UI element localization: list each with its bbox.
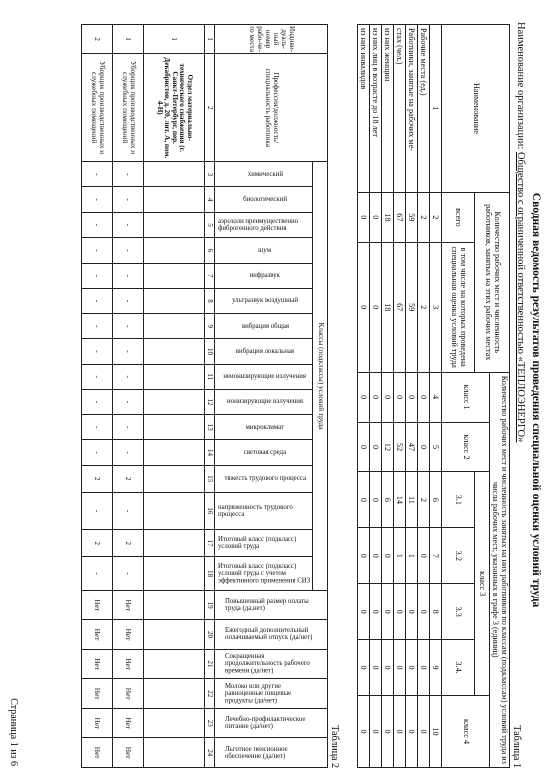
t1-row — [370, 25, 382, 768]
t2-factor-label: шум — [258, 246, 272, 254]
t2-factor-header — [215, 212, 313, 238]
t2-factor-label: инфразвук — [249, 272, 281, 280]
t2-cell: 2 — [82, 465, 113, 492]
t1-row-name: стах (чел.) — [394, 25, 406, 193]
t2-cell: Нет — [82, 620, 113, 649]
t2-cell: - — [113, 162, 144, 187]
t2-factor-header — [215, 238, 313, 263]
t2-factor-header — [215, 557, 313, 591]
t2-cell — [144, 440, 205, 465]
t1-cell: 18 — [382, 192, 394, 242]
t1-header-class2: класс 2 — [442, 422, 490, 472]
summary-table — [357, 24, 510, 768]
t2-cell — [144, 465, 205, 492]
t2-factor-header — [215, 263, 313, 288]
t2-factor-header — [215, 339, 313, 364]
t1-row-name: из них инвалидов — [358, 25, 370, 193]
t2-colnum: 20 — [205, 620, 215, 649]
t1-header-c31: 3.1 — [442, 472, 475, 528]
t1-cell: 0 — [406, 640, 418, 696]
t1-cell: 0 — [382, 528, 394, 584]
t1-colnum: 4 — [430, 372, 442, 422]
t1-cell: 0 — [358, 640, 370, 696]
t2-cell: - — [82, 187, 113, 212]
t1-cell: 0 — [370, 372, 382, 422]
t1-cell: 67 — [394, 242, 406, 372]
t1-cell: 14 — [394, 472, 406, 528]
t2-colnum: 16 — [205, 492, 215, 529]
t2-colnum: 21 — [205, 649, 215, 679]
t2-factor-label: световая среда — [243, 448, 287, 456]
t1-colnum: 10 — [430, 696, 442, 768]
t2-cell — [144, 679, 205, 709]
t1-cell: 0 — [394, 696, 406, 768]
t2-cell — [144, 263, 205, 288]
t2-cell — [144, 364, 205, 389]
t1-header-name: Наименование — [442, 25, 510, 193]
t1-header-incl-sout: в том числе на которых проведена специальная оценка условий труда — [442, 242, 475, 372]
t2-cell: - — [82, 212, 113, 238]
t1-header-c32: 3.2 — [442, 528, 475, 584]
t2-cell: - — [113, 263, 144, 288]
t1-cell: 0 — [358, 696, 370, 768]
t1-row-name: из них лиц в возрасте до 18 лет — [370, 25, 382, 193]
t1-cell: 0 — [418, 584, 430, 640]
organization-name: Общество с ограниченной ответственностью «ТЕПЛОЭНЕРГО» — [515, 151, 526, 443]
t2-factor-label: Молоко или другие равноценные пищевые продукты (да/нет) — [225, 683, 292, 705]
t1-cell: 1 — [394, 528, 406, 584]
t2-cell — [144, 529, 205, 556]
t1-cell: 2 — [418, 242, 430, 372]
t2-cell: - — [113, 415, 144, 440]
t2-row-name: Уборщик производственных и служебных помещений — [113, 54, 144, 162]
t1-cell: 0 — [358, 372, 370, 422]
t2-row-name: Отдел материально-технического снабжения (г. Санкт-Петербург, пер. Декабристов, д. 20, лит. А, пом. 4-Н) — [144, 54, 205, 162]
t1-cell: 0 — [418, 422, 430, 472]
t2-colnum: 6 — [205, 238, 215, 263]
t2-colnum: 24 — [205, 738, 215, 768]
t2-cell: - — [113, 212, 144, 238]
t1-row-name: Работники, занятые на рабочих ме- — [406, 25, 418, 193]
t2-factor-header — [215, 187, 313, 212]
t2-cell — [144, 314, 205, 339]
t2-factor-header — [215, 679, 328, 709]
t2-colnum: 22 — [205, 679, 215, 709]
t2-cell: 2 — [82, 529, 113, 556]
t2-factor-label: тяжесть трудового процесса — [224, 475, 306, 483]
t1-cell: 0 — [370, 472, 382, 528]
t2-cell: - — [113, 364, 144, 389]
t2-factor-label: микроклимат — [245, 423, 285, 431]
t2-cell — [144, 620, 205, 649]
t1-column-numbers — [430, 25, 442, 768]
t1-cell: 47 — [406, 422, 418, 472]
t2-factor-label: Итоговый класс (подкласс) условий труда с учетом эффективного применения СИЗ — [218, 562, 311, 585]
t2-factor-header — [215, 620, 328, 649]
t1-cell: 0 — [394, 584, 406, 640]
t2-cell: - — [82, 389, 113, 414]
t2-factor-label: Лечебно-профилактическое питание (да/нет) — [225, 716, 306, 731]
t2-colnum: 19 — [205, 590, 215, 619]
t2-colnum: 15 — [205, 465, 215, 492]
t1-colnum: 3 — [430, 242, 442, 372]
t1-cell: 59 — [406, 242, 418, 372]
t2-cell: - — [113, 440, 144, 465]
t2-cell: - — [82, 238, 113, 263]
t1-row — [406, 25, 418, 768]
t2-factor-header — [215, 590, 328, 619]
t2-column-numbers — [205, 25, 215, 768]
t2-factor-header — [215, 288, 313, 313]
t1-cell: 0 — [382, 372, 394, 422]
t2-factor-label: Повышенный размер оплаты труда (да,нет) — [225, 597, 310, 613]
t2-cell — [144, 415, 205, 440]
t1-cell: 0 — [358, 472, 370, 528]
t1-header-c34: 3.4. — [442, 640, 475, 696]
t2-header-profession: Профессия/должность/специальность работника — [215, 54, 328, 162]
t2-cell: - — [113, 339, 144, 364]
table2-label: Таблица 2 — [329, 725, 340, 768]
t2-cell: - — [113, 492, 144, 529]
t1-cell: 52 — [394, 422, 406, 472]
t2-cell: - — [82, 162, 113, 187]
t2-colnum: 23 — [205, 709, 215, 738]
t2-row-num: 1 — [113, 25, 144, 54]
t2-colnum: 4 — [205, 187, 215, 212]
t2-factor-label: химический — [247, 170, 283, 178]
t1-cell: 0 — [358, 192, 370, 242]
t1-colnum: 2 — [430, 192, 442, 242]
t1-header-c33: 3.3 — [442, 584, 475, 640]
page-number: Страница 1 из 6 — [8, 698, 19, 766]
t1-row — [358, 25, 370, 768]
t1-cell: 0 — [370, 422, 382, 472]
t2-cell: 2 — [113, 529, 144, 556]
t1-cell: 0 — [382, 696, 394, 768]
t1-header-class1: класс 1 — [442, 372, 490, 422]
t2-colnum: 2 — [205, 54, 215, 162]
t2-colnum: 10 — [205, 339, 215, 364]
t2-cell: - — [113, 187, 144, 212]
t2-factor-header — [215, 389, 313, 414]
t2-cell: - — [113, 389, 144, 414]
t1-header-classes-group: Количество рабочих мест и численность занятых на них работников по классам (подклассам) условий труда из числа рабочих мест, указанных в графе 3 (единиц) — [489, 372, 509, 767]
t1-colnum: 6 — [430, 472, 442, 528]
t1-header-count-group: Количество рабочих мест и численность работников, занятых на этих рабочих местах — [475, 192, 510, 372]
t1-cell: 0 — [418, 372, 430, 422]
t2-factor-label: вибрация локальная — [235, 347, 295, 355]
t1-cell: 1 — [406, 528, 418, 584]
t2-cell — [144, 590, 205, 619]
t1-cell: 2 — [418, 192, 430, 242]
t1-cell: 67 — [394, 192, 406, 242]
t1-cell: 0 — [382, 584, 394, 640]
t1-cell: 59 — [406, 192, 418, 242]
organization-line — [515, 22, 526, 442]
t1-cell: 0 — [370, 584, 382, 640]
t2-factor-label: напряженность трудового процесса — [218, 503, 293, 518]
t1-cell: 0 — [394, 640, 406, 696]
t2-row — [113, 25, 144, 768]
t2-factor-label: Ежегодный дополнительный оплачиваемый отпуск (да/нет) — [225, 627, 313, 642]
t2-factor-header — [215, 440, 313, 465]
t2-factor-label: ионизирующие излучения — [227, 398, 303, 406]
t2-cell: - — [113, 557, 144, 591]
t2-row-name: Уборщик производственных и служебных помещений — [82, 54, 113, 162]
t1-cell: 0 — [358, 528, 370, 584]
t1-cell: 11 — [406, 472, 418, 528]
t2-cell: - — [113, 238, 144, 263]
t1-cell: 0 — [418, 528, 430, 584]
t1-cell: 0 — [370, 242, 382, 372]
t2-colnum: 13 — [205, 415, 215, 440]
t1-cell: 2 — [418, 472, 430, 528]
t1-row — [394, 25, 406, 768]
t2-cell: Нет — [82, 649, 113, 679]
t2-cell: Нет — [82, 590, 113, 619]
t1-cell: 0 — [406, 696, 418, 768]
t2-cell — [144, 557, 205, 591]
t2-factor-label: биологический — [243, 196, 287, 204]
t2-factor-header — [215, 415, 313, 440]
t1-header-class3: класс 3 — [475, 472, 490, 696]
t1-colnum: 1 — [430, 25, 442, 193]
t2-factor-header — [215, 529, 313, 556]
t1-header-class4: класс 4 — [442, 696, 490, 768]
t2-row — [144, 25, 205, 768]
t2-cell: Нет — [113, 709, 144, 738]
t2-factor-header — [215, 492, 313, 529]
t2-factor-header — [215, 465, 313, 492]
t2-cell — [144, 187, 205, 212]
t2-factor-label: Льготное пенсионное обеспечение (да/нет) — [225, 745, 289, 760]
document-title: Сводная ведомость результатов проведения специальной оценки условий труда — [530, 192, 542, 608]
t1-colnum: 5 — [430, 422, 442, 472]
t2-colnum: 12 — [205, 389, 215, 414]
t2-cell: Нет — [82, 679, 113, 709]
t2-colnum: 5 — [205, 212, 215, 238]
t2-factor-label: аэрозоли преимущественно фиброгенного действия — [218, 217, 299, 233]
t2-header-num: Индиви-дуаль-ный номер рабо-че-го места — [215, 25, 328, 54]
t2-cell: Нет — [113, 679, 144, 709]
t2-factor-header — [215, 364, 313, 389]
t1-cell: 0 — [358, 422, 370, 472]
t2-cell: - — [113, 288, 144, 313]
t2-factor-header — [215, 649, 328, 679]
t2-cell — [144, 288, 205, 313]
t1-cell: 0 — [418, 696, 430, 768]
t2-factor-header — [215, 162, 313, 187]
t2-row-num: 1 — [144, 25, 205, 54]
t2-cell — [144, 649, 205, 679]
t2-colnum: 8 — [205, 288, 215, 313]
t2-cell — [144, 492, 205, 529]
t2-header-classes-group: Классы (подклассы) условий труда — [313, 162, 328, 591]
workplace-table — [81, 24, 328, 768]
t2-factor-header — [215, 738, 328, 768]
t2-cell: - — [113, 314, 144, 339]
t2-colnum: 9 — [205, 314, 215, 339]
t2-factor-label: неионизирующие излучения — [223, 373, 307, 381]
t2-colnum: 3 — [205, 162, 215, 187]
t2-colnum: 17 — [205, 529, 215, 556]
t2-factor-header — [215, 314, 313, 339]
t2-cell: - — [82, 492, 113, 529]
t2-cell — [144, 389, 205, 414]
t2-cell — [144, 738, 205, 768]
t1-cell: 12 — [382, 422, 394, 472]
t1-cell: 6 — [382, 472, 394, 528]
t2-cell — [144, 339, 205, 364]
t1-cell: 0 — [370, 528, 382, 584]
t2-row-num: 2 — [82, 25, 113, 54]
t1-row — [418, 25, 430, 768]
organization-label: Наименование организации: — [515, 22, 526, 150]
t2-cell: - — [82, 415, 113, 440]
t1-cell: 18 — [382, 242, 394, 372]
t2-row — [82, 25, 113, 768]
t1-cell: 0 — [370, 640, 382, 696]
t2-cell: 2 — [113, 465, 144, 492]
t2-cell: Нет — [113, 649, 144, 679]
t1-cell: 0 — [406, 584, 418, 640]
t2-cell: - — [82, 440, 113, 465]
t2-cell — [144, 709, 205, 738]
t2-cell: Нет — [82, 738, 113, 768]
t2-cell: - — [82, 288, 113, 313]
t1-row-name: из них женщин — [382, 25, 394, 193]
t2-factor-label: Итоговый класс (подкласс) условий труда — [218, 536, 297, 551]
t1-cell: 0 — [394, 372, 406, 422]
t2-cell: - — [82, 364, 113, 389]
t1-cell: 0 — [370, 192, 382, 242]
t1-colnum: 7 — [430, 528, 442, 584]
t1-row — [382, 25, 394, 768]
t2-colnum: 14 — [205, 440, 215, 465]
t1-row-name: Рабочие места (ед.) — [418, 25, 430, 193]
t1-cell: 0 — [382, 640, 394, 696]
t1-cell: 0 — [370, 696, 382, 768]
t2-colnum: 1 — [205, 25, 215, 54]
t2-factor-label: ультразвук воздушный — [232, 297, 298, 305]
t2-cell: - — [82, 339, 113, 364]
t2-factor-label: вибрация общая — [241, 322, 289, 330]
t2-cell: - — [82, 263, 113, 288]
t2-cell — [144, 212, 205, 238]
t1-header-total: всего — [442, 192, 475, 242]
t2-factor-header — [215, 709, 328, 738]
t2-cell — [144, 238, 205, 263]
t1-cell: 0 — [358, 242, 370, 372]
t1-cell: 0 — [406, 372, 418, 422]
t1-cell: 0 — [418, 640, 430, 696]
t2-colnum: 7 — [205, 263, 215, 288]
t2-cell: Нет — [113, 738, 144, 768]
t2-factor-label: Сокращенная продолжительность рабочего времени (да/нет) — [225, 653, 311, 675]
t1-cell: 0 — [358, 584, 370, 640]
t2-cell: - — [82, 557, 113, 591]
table1-label: Таблица 1 — [511, 725, 522, 768]
t2-colnum: 18 — [205, 557, 215, 591]
t2-cell: Нет — [113, 590, 144, 619]
t1-colnum: 9 — [430, 640, 442, 696]
t2-cell: - — [82, 314, 113, 339]
t2-cell: Нет — [82, 709, 113, 738]
t2-cell: Нет — [113, 620, 144, 649]
t2-colnum: 11 — [205, 364, 215, 389]
t2-cell — [144, 162, 205, 187]
t1-colnum: 8 — [430, 584, 442, 640]
